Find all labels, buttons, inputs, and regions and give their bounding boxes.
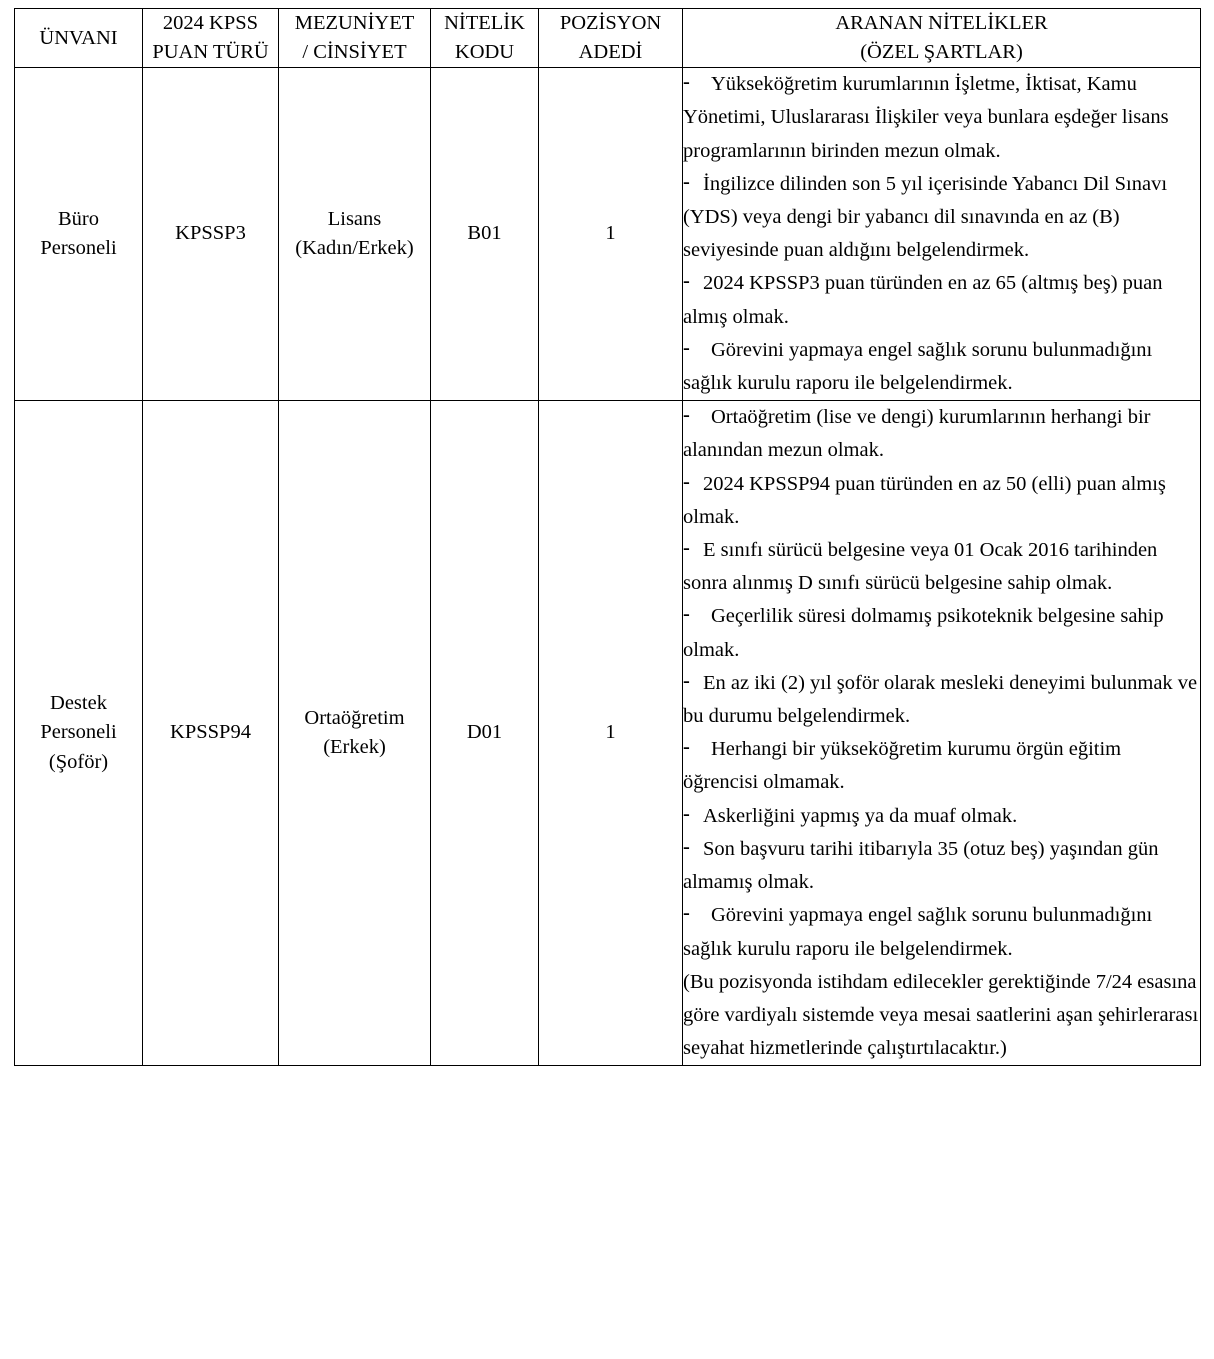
requirement-text: Askerliğini yapmış ya da muaf olmak.: [703, 804, 1018, 827]
requirement-text: E sınıfı sürücü belgesine veya 01 Ocak 2016 tarihinden sonra alınmış D sınıfı sürücü belgesine sahip olmak.: [683, 539, 1158, 595]
requirement-text: Görevini yapmaya engel sağlık sorunu bulunmadığını sağlık kurulu raporu ile belgelendirmek.: [683, 338, 1153, 395]
dash-bullet-icon: -: [683, 336, 690, 359]
dash-bullet-icon: -: [683, 736, 690, 759]
header-line-1: ÜNVANI: [39, 26, 118, 49]
requirement-bullet: [683, 600, 1200, 666]
header-row: [15, 9, 1201, 68]
requirement-text: En az iki (2) yıl şoför olarak mesleki deneyimi bulunmak ve bu durumu belgelendirmek.: [683, 671, 1198, 728]
requirement-text: İngilizce dilinden son 5 yıl içerisinde Yabancı Dil Sınavı (YDS) veya dengi bir yabancı dil sınavında en az (B) seviyesinde puan aldığını belgelendirmek.: [683, 172, 1168, 262]
header-line-1: POZİSYON: [559, 12, 662, 34]
cell-aranan-nitelikler: [683, 68, 1201, 401]
mezuniyet-line: Lisans: [327, 207, 382, 230]
column-header-unvani: [15, 9, 143, 68]
mezuniyet-line: Ortaöğretim: [304, 706, 405, 729]
unvani-line: Destek: [50, 691, 107, 714]
requirement-bullet: [683, 733, 1200, 799]
requirement-bullet: [683, 334, 1200, 400]
column-header-nitelik-kodu: [431, 9, 539, 68]
header-line-2: PUAN TÜRÜ: [152, 41, 269, 64]
cell-aranan-nitelikler: [683, 401, 1201, 1066]
header-line-1: MEZUNİYET: [294, 12, 415, 34]
requirement-bullet: [683, 833, 1200, 899]
requirement-bullet: [683, 168, 1200, 268]
cell-pozisyon-adedi: 1: [539, 401, 683, 1066]
requirement-text: Son başvuru tarihi itibarıyla 35 (otuz beş) yaşından gün almamış olmak.: [683, 837, 1159, 894]
table-row: [15, 68, 1201, 401]
cell-unvani: [15, 68, 143, 401]
cell-puan-turu: KPSSP3: [143, 68, 279, 401]
table-row: [15, 401, 1201, 1066]
requirement-bullet: [683, 534, 1200, 600]
requirement-bullet: [683, 401, 1200, 467]
dash-bullet-icon: -: [683, 404, 690, 427]
unvani-line: Personeli: [40, 237, 117, 260]
unvani-line: Personeli: [40, 721, 117, 744]
header-line-1: NİTELİK: [444, 12, 525, 34]
mezuniyet-line: (Erkek): [323, 736, 386, 759]
cell-puan-turu: KPSSP94: [143, 401, 279, 1066]
requirement-bullet: [683, 667, 1200, 733]
dash-bullet-icon: -: [683, 802, 690, 825]
header-line-2: ADEDİ: [578, 41, 643, 64]
requirement-text: Ortaöğretim (lise ve dengi) kurumlarının herhangi bir alanından mezun olmak.: [683, 406, 1151, 462]
requirement-text: Görevini yapmaya engel sağlık sorunu bulunmadığını sağlık kurulu raporu ile belgelendirmek.: [683, 904, 1153, 960]
qualifications-table: [14, 8, 1201, 1066]
dash-bullet-icon: -: [683, 603, 690, 626]
header-line-1: 2024 KPSS: [162, 12, 259, 34]
cell-mezuniyet: [279, 401, 431, 1066]
cell-pozisyon-adedi: 1: [539, 68, 683, 401]
dash-bullet-icon: -: [683, 170, 690, 193]
mezuniyet-line: (Kadın/Erkek): [295, 237, 414, 260]
requirement-bullet: [683, 267, 1200, 333]
table-body: [15, 68, 1201, 1066]
table-header: [15, 9, 1201, 68]
requirement-bullet: [683, 68, 1200, 168]
header-line-1: ARANAN NİTELİKLER: [835, 12, 1048, 34]
cell-mezuniyet: [279, 68, 431, 401]
requirement-bullet: [683, 800, 1200, 833]
column-header-pozisyon-adedi: [539, 9, 683, 68]
requirement-bullet: [683, 899, 1200, 965]
requirement-text: Herhangi bir yükseköğretim kurumu örgün eğitim öğrencisi olmamak.: [683, 738, 1122, 794]
column-header-aranan-nitelikler: [683, 9, 1201, 68]
header-line-2: / CİNSİYET: [302, 41, 407, 64]
header-line-2: (ÖZEL ŞARTLAR): [860, 41, 1023, 64]
unvani-line: (Şoför): [48, 751, 109, 774]
column-header-mezuniyet-cinsiyet: [279, 9, 431, 68]
requirement-text: Geçerlilik süresi dolmamış psikoteknik belgesine sahip olmak.: [683, 605, 1164, 661]
dash-bullet-icon: -: [683, 470, 690, 493]
requirement-bullet: [683, 468, 1200, 534]
requirement-text: 2024 KPSSP94 puan türünden en az 50 (elli) puan almış olmak.: [683, 472, 1166, 528]
dash-bullet-icon: -: [683, 270, 690, 293]
cell-unvani: [15, 401, 143, 1066]
dash-bullet-icon: -: [683, 902, 690, 925]
dash-bullet-icon: -: [683, 669, 690, 692]
unvani-line: Büro: [58, 207, 99, 230]
requirement-text: (Bu pozisyonda istihdam edilecekler gerektiğinde 7/24 esasına göre vardiyalı sistemde veya mesai saatlerini aşan şehirlerarası seyahat hizmetlerinde çalıştırtılacaktır.): [683, 970, 1199, 1060]
dash-bullet-icon: -: [683, 71, 690, 94]
requirement-note: [683, 966, 1200, 1066]
cell-nitelik-kodu: B01: [431, 68, 539, 401]
requirement-text: 2024 KPSSP3 puan türünden en az 65 (altmış beş) puan almış olmak.: [683, 272, 1163, 328]
header-line-2: KODU: [454, 41, 515, 64]
dash-bullet-icon: -: [683, 537, 690, 560]
dash-bullet-icon: -: [683, 835, 690, 858]
column-header-kpss-puan-turu: [143, 9, 279, 68]
cell-nitelik-kodu: D01: [431, 401, 539, 1066]
requirement-text: Yükseköğretim kurumlarının İşletme, İktisat, Kamu Yönetimi, Uluslararası İlişkiler veya bunlara eşdeğer lisans programlarının birinden mezun olmak.: [683, 73, 1169, 162]
